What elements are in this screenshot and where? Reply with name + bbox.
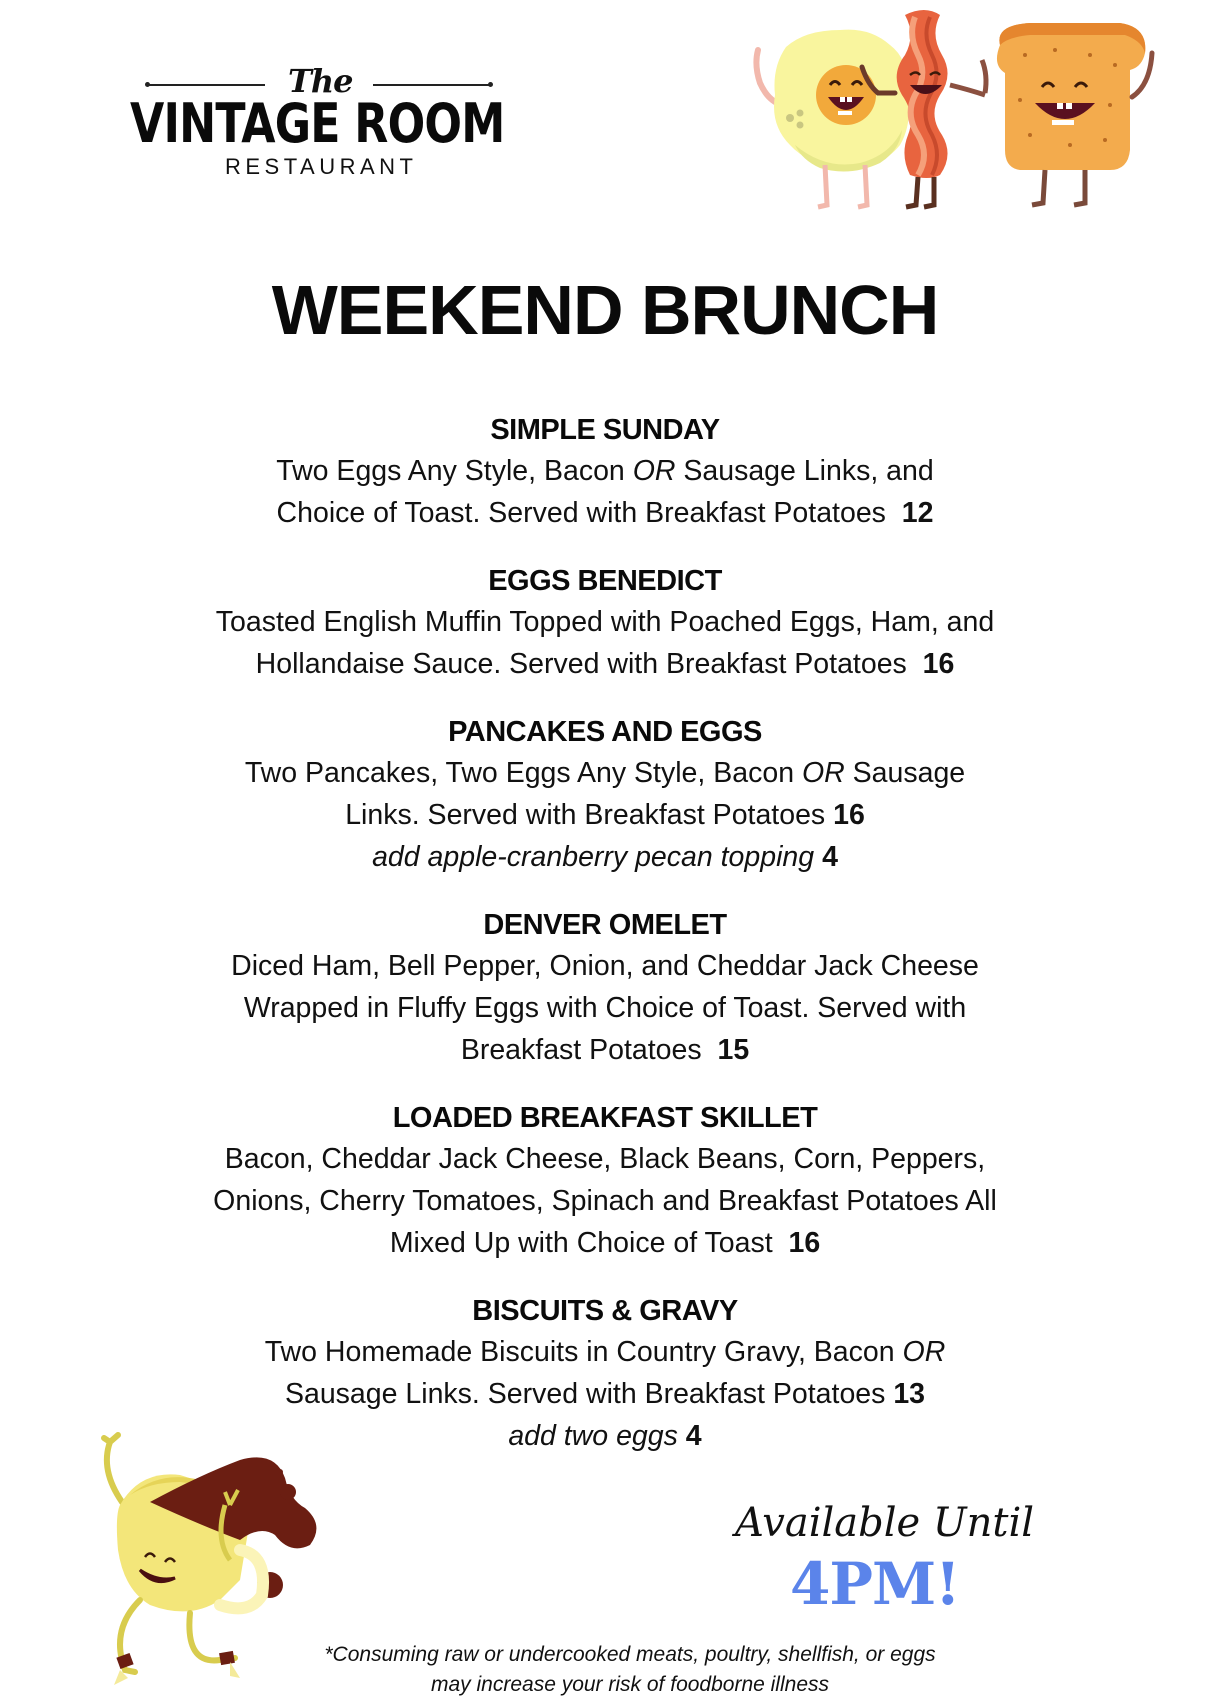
menu-item-price: 16 xyxy=(788,1227,821,1259)
fried-egg-icon xyxy=(756,30,909,207)
menu-item-desc-line: Hollandaise Sauce. Served with Breakfast Potatoes 16 xyxy=(255,648,955,680)
menu-item-name: EGGS BENEDICT xyxy=(488,565,722,597)
menu-item-desc-line: Choice of Toast. Served with Breakfast Potatoes 12 xyxy=(276,497,934,529)
addon-price: 4 xyxy=(822,841,838,873)
menu-item-price: 16 xyxy=(833,799,865,831)
toast-icon xyxy=(997,23,1152,205)
menu-item-desc-line: Breakfast Potatoes 15 xyxy=(460,1034,750,1066)
menu-item-name: DENVER OMELET xyxy=(483,909,727,941)
menu-item-price: 12 xyxy=(901,497,934,529)
menu-item-desc-line: Wrapped in Fluffy Eggs with Choice of Toast. Served with xyxy=(243,992,967,1024)
menu-item-price: 13 xyxy=(893,1378,926,1410)
availability-label: Available Until xyxy=(735,1500,1035,1546)
menu-item-name: PANCAKES AND EGGS xyxy=(448,716,762,748)
disclaimer-line-1: *Consuming raw or undercooked meats, poultry, shellfish, or eggs xyxy=(324,1643,936,1666)
menu-item-pancakes-and-eggs xyxy=(0,712,1210,878)
menu-item-desc-line: Toasted English Muffin Topped with Poached Eggs, Ham, and xyxy=(215,606,995,638)
menu-item-addon: add apple-cranberry pecan topping 4 xyxy=(372,841,838,873)
addon-price: 4 xyxy=(685,1420,702,1452)
menu-item-price: 15 xyxy=(717,1034,750,1066)
menu-item-desc-line: Links. Served with Breakfast Potatoes 16 xyxy=(345,799,865,831)
restaurant-logo xyxy=(130,62,520,182)
menu-item-desc-line: Mixed Up with Choice of Toast 16 xyxy=(389,1227,821,1259)
menu-item-desc-line: Diced Ham, Bell Pepper, Onion, and Cheddar Jack Cheese xyxy=(231,950,979,982)
menu-item-simple-sunday xyxy=(0,410,1210,534)
availability-note xyxy=(735,1500,1035,1618)
logo-the: The xyxy=(288,62,353,100)
food-safety-disclaimer xyxy=(290,1640,970,1700)
menu-item-desc-line: Two Homemade Biscuits in Country Gravy, Bacon OR xyxy=(264,1336,946,1368)
menu-item-name: BISCUITS & GRAVY xyxy=(472,1295,738,1327)
menu-item-desc-line: Two Eggs Any Style, Bacon OR Sausage Links, and xyxy=(276,455,934,487)
menu-item-desc-line: Two Pancakes, Two Eggs Any Style, Bacon OR Sausage xyxy=(244,757,966,789)
menu-item-loaded-breakfast-skillet xyxy=(0,1098,1210,1264)
menu-item-name: LOADED BREAKFAST SKILLET xyxy=(392,1102,818,1134)
logo-rule-left xyxy=(147,84,265,86)
availability-time: 4PM! xyxy=(790,1550,960,1618)
menu-item-price: 16 xyxy=(922,648,955,680)
menu-item-denver-omelet xyxy=(0,905,1210,1071)
menu-item-addon: add two eggs 4 xyxy=(508,1420,702,1452)
breakfast-characters-illustration xyxy=(750,5,1170,220)
menu-item-eggs-benedict xyxy=(0,561,1210,685)
logo-rule-right xyxy=(373,84,491,86)
menu-item-name: SIMPLE SUNDAY xyxy=(490,414,720,446)
menu-list xyxy=(0,410,1210,1484)
menu-item-desc-line: Onions, Cherry Tomatoes, Spinach and Breakfast Potatoes All xyxy=(213,1185,997,1217)
page-title: WEEKEND BRUNCH xyxy=(271,271,939,349)
menu-item-desc-line: Sausage Links. Served with Breakfast Potatoes 13 xyxy=(284,1378,926,1410)
logo-subtitle: RESTAURANT xyxy=(225,154,418,179)
disclaimer-line-2: may increase your risk of foodborne illness xyxy=(430,1673,829,1696)
logo-name: VINTAGE ROOM xyxy=(130,92,505,155)
menu-item-desc-line: Bacon, Cheddar Jack Cheese, Black Beans, Corn, Peppers, xyxy=(224,1143,986,1175)
